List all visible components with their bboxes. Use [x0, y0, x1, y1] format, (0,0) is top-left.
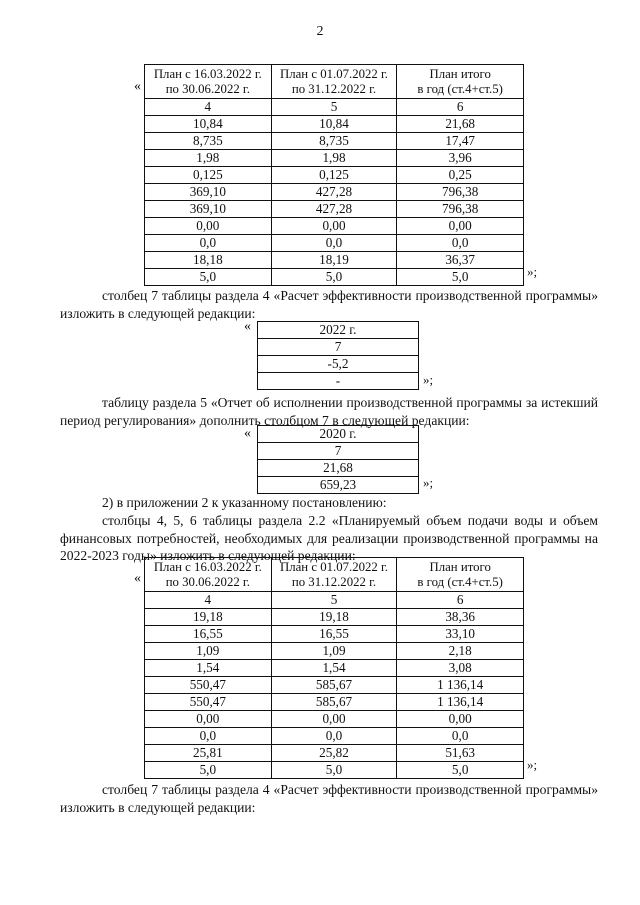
table-cell: 550,47: [145, 677, 272, 694]
table-cell: 21,68: [258, 460, 419, 477]
table-cell: 51,63: [397, 745, 524, 762]
table-cell: 21,68: [397, 116, 524, 133]
table-cell: 16,55: [271, 626, 397, 643]
table-2: [257, 321, 419, 390]
table-cell: 0,0: [271, 235, 397, 252]
table-cell: 1,98: [271, 150, 397, 167]
table-cell: 4: [145, 592, 272, 609]
table-cell: 796,38: [397, 184, 524, 201]
table-cell: 796,38: [397, 201, 524, 218]
table-cell: 5,0: [145, 762, 272, 779]
table-cell: 25,82: [271, 745, 397, 762]
table-cell: 0,0: [145, 235, 272, 252]
table-row: [145, 167, 524, 184]
table-cell: 38,36: [397, 609, 524, 626]
table-cell: 1 136,14: [397, 677, 524, 694]
table-row: [145, 235, 524, 252]
table-cell: 3,96: [397, 150, 524, 167]
paragraph-5: столбец 7 таблицы раздела 4 «Расчет эффективности производственной программы» изложить в следующей редакции:: [60, 782, 598, 815]
table-cell: 1,54: [145, 660, 272, 677]
table-cell: 5: [271, 99, 397, 116]
table-cell: 0,00: [397, 711, 524, 728]
table-row: [258, 426, 419, 443]
table-cell: 33,10: [397, 626, 524, 643]
table-cell: 16,55: [145, 626, 272, 643]
table-cell: 1 136,14: [397, 694, 524, 711]
table-row: [258, 322, 419, 339]
table-cell: 2022 г.: [258, 322, 419, 339]
table-cell: 0,0: [145, 728, 272, 745]
table-cell: 1,98: [145, 150, 272, 167]
table-cell: 19,18: [145, 609, 272, 626]
table-cell: 8,735: [271, 133, 397, 150]
table-cell: 0,00: [145, 711, 272, 728]
table-row: [145, 643, 524, 660]
table-cell: 427,28: [271, 201, 397, 218]
table-cell: 0,00: [271, 711, 397, 728]
table-cell: 1,54: [271, 660, 397, 677]
table-row: [258, 460, 419, 477]
table-cell: 5: [271, 592, 397, 609]
table-row: [258, 373, 419, 390]
table-cell: 2020 г.: [258, 426, 419, 443]
header-cell: План итого в год (ст.4+ст.5): [397, 65, 524, 99]
table-row: [145, 677, 524, 694]
open-quote: «: [134, 79, 141, 94]
table-cell: 550,47: [145, 694, 272, 711]
close-mark: »;: [423, 475, 434, 490]
table-row: [145, 762, 524, 779]
table-3: [257, 425, 419, 494]
table-row: [145, 269, 524, 286]
header-cell: План с 16.03.2022 г. по 30.06.2022 г.: [145, 65, 272, 99]
table-cell: 0,25: [397, 167, 524, 184]
table-cell: 5,0: [271, 762, 397, 779]
table-row: [145, 218, 524, 235]
open-quote: «: [134, 571, 141, 586]
table-cell: -5,2: [258, 356, 419, 373]
table-cell: 0,00: [271, 218, 397, 235]
table-row: [258, 339, 419, 356]
table-cell: 0,0: [271, 728, 397, 745]
paragraph-4: столбцы 4, 5, 6 таблицы раздела 2.2 «Планируемый объем подачи воды и объем финансовых потребностей, необходимых для реализации производственной программы на 2022-2023 годы» изложить в следующей редакции:: [60, 513, 598, 563]
table-cell: -: [258, 373, 419, 390]
close-mark: »;: [527, 757, 538, 772]
table-cell: 8,735: [145, 133, 272, 150]
table-cell: 19,18: [271, 609, 397, 626]
table-cell: 36,37: [397, 252, 524, 269]
open-quote: «: [244, 319, 251, 334]
paragraph-3: 2) в приложении 2 к указанному постановлению:: [102, 495, 387, 510]
paragraph-2: таблицу раздела 5 «Отчет об исполнении производственной программы за истекший период регулирования» дополнить столбцом 7 в следующей редакции:: [60, 395, 598, 428]
table-cell: 369,10: [145, 184, 272, 201]
table-row: [145, 150, 524, 167]
table-row: [145, 745, 524, 762]
table-row: [145, 116, 524, 133]
table-row: [145, 133, 524, 150]
table-cell: 3,08: [397, 660, 524, 677]
table-row: [145, 201, 524, 218]
table-cell: 6: [397, 99, 524, 116]
table-cell: 0,0: [397, 235, 524, 252]
table-cell: 585,67: [271, 677, 397, 694]
close-mark: »;: [527, 264, 538, 279]
table-row: [145, 592, 524, 609]
table-row: [145, 184, 524, 201]
table-cell: 6: [397, 592, 524, 609]
table-row: [145, 609, 524, 626]
table-cell: 7: [258, 339, 419, 356]
table-cell: 4: [145, 99, 272, 116]
table-row: [145, 626, 524, 643]
table-cell: 5,0: [397, 269, 524, 286]
table-cell: 585,67: [271, 694, 397, 711]
table-cell: 5,0: [145, 269, 272, 286]
table-cell: 7: [258, 443, 419, 460]
table-cell: 10,84: [145, 116, 272, 133]
table-row: [145, 711, 524, 728]
open-quote: «: [244, 426, 251, 441]
table-cell: 2,18: [397, 643, 524, 660]
table-cell: 1,09: [271, 643, 397, 660]
table-row: [258, 356, 419, 373]
table-cell: 17,47: [397, 133, 524, 150]
table-1: [144, 64, 524, 286]
table-cell: 5,0: [271, 269, 397, 286]
header-cell: План с 01.07.2022 г. по 31.12.2022 г.: [271, 65, 397, 99]
table-cell: 427,28: [271, 184, 397, 201]
table-cell: 10,84: [271, 116, 397, 133]
page-number: 2: [316, 24, 324, 39]
paragraph-1: столбец 7 таблицы раздела 4 «Расчет эффективности производственной программы» изложить в следующей редакции:: [60, 288, 598, 321]
table-row: [258, 477, 419, 494]
table-row: [145, 252, 524, 269]
header-cell: План с 01.07.2022 г. по 31.12.2022 г.: [271, 558, 397, 592]
table-row: [258, 443, 419, 460]
table-cell: 0,00: [145, 218, 272, 235]
table-cell: 18,19: [271, 252, 397, 269]
table-cell: 18,18: [145, 252, 272, 269]
header-cell: План итого в год (ст.4+ст.5): [397, 558, 524, 592]
table-cell: 0,125: [145, 167, 272, 184]
table-row: [145, 728, 524, 745]
table-cell: 369,10: [145, 201, 272, 218]
table-row: [145, 99, 524, 116]
table-cell: 0,125: [271, 167, 397, 184]
table-row: [145, 694, 524, 711]
table-cell: 5,0: [397, 762, 524, 779]
close-mark: »;: [423, 372, 434, 387]
table-row: [145, 660, 524, 677]
table-cell: 0,00: [397, 218, 524, 235]
table-cell: 659,23: [258, 477, 419, 494]
table-cell: 0,0: [397, 728, 524, 745]
table-4: [144, 557, 524, 779]
header-cell: План с 16.03.2022 г. по 30.06.2022 г.: [145, 558, 272, 592]
table-cell: 1,09: [145, 643, 272, 660]
table-cell: 25,81: [145, 745, 272, 762]
